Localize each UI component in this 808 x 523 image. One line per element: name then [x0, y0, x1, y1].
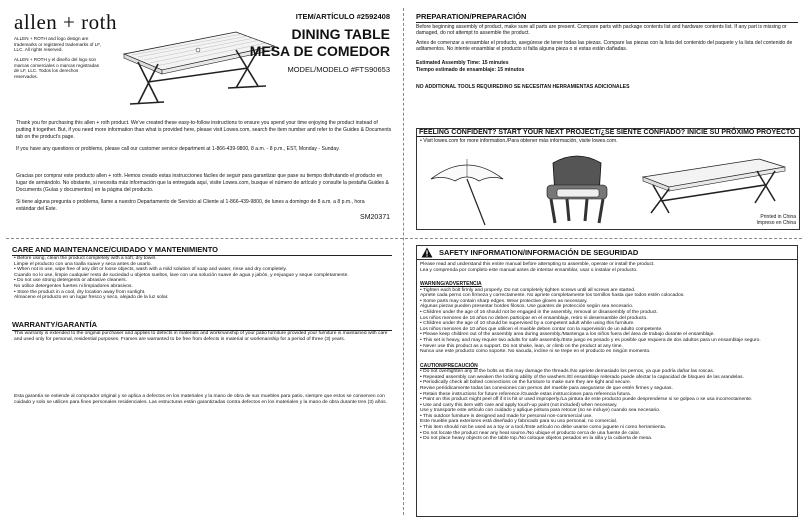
caution-item: Este mueble para exteriores está diseñado y fabricado para su uso personal, no comercial. — [420, 419, 618, 425]
intro-thanks-es: Gracias por comprar este producto allen + roth. Hemos creado estas instrucciones fáciles de seguir para garantizar que pase su tiempo disfrutando el producto en lugar de armándolo. No obstante, si necesita más información que la entregada aquí, visite Lowes.com, busque el número de artículo y consulte la pestaña Guides & Documents (Guías y documentos) en la página del producto. — [16, 173, 389, 193]
trademark-note-en: ALLEN + ROTH and logo design are trademarks or registered trademarks of LF, LLC. All rights reserved. — [14, 36, 101, 53]
warning-item: Nunca use este producto como soporte. No sacuda, incline ni se trepe en el producto en ningún momento. — [420, 349, 651, 355]
caution-item: • This outdoor furniture is designed and made for personal non-commercial use. — [420, 413, 593, 419]
product-title-en: DINING TABLE — [291, 26, 390, 42]
warning-item: Algunas piezas pueden presentar bordes filosos. Use guantes de protección según sea necesario. — [420, 304, 634, 310]
next-project-box — [416, 128, 800, 230]
model-number: MODEL/MODELO #FTS90653 — [287, 65, 390, 74]
visit-lowes-note: • Visit lowes.com for more information./Para obtener más información, visite lowes.com. — [420, 138, 618, 144]
safety-intro-en: Please read and understand this entire manual before attempting to assemble, operate or install the product. — [420, 262, 655, 267]
caution-item: • Do not overtighten any of the bolts as this may damage the threads./No apriete demasiado los pernos, ya que podría dañar las roscas. — [420, 369, 715, 375]
assembly-time-es: Tiempo estimado de ensamblaje: 15 minutos — [416, 67, 525, 73]
warning-item: • Some parts may contain sharp edges. Wear protective gloves as necessary. — [420, 298, 588, 304]
item-number: ITEM/ARTÍCULO #2592408 — [295, 12, 390, 21]
caution-item: • Use and carry this item with care and apply touch-up paint (not included) when necessary. — [420, 402, 618, 408]
warranty-heading: WARRANTY/GARANTÍA — [12, 320, 392, 331]
warning-item: Los niños menores de 16 años no deben participar en el ensamblaje, retiro ni desensamble del producto. — [420, 315, 648, 321]
document-code: SM20371 — [360, 214, 390, 221]
caution-item: • Retain these instructions for future reference./Guarde estas instrucciones para referencia futura. — [420, 391, 632, 397]
caution-item: • Do not locate the product near any heat source./No ubique el producto cerca de una fuente de calor. — [420, 430, 641, 436]
printed-in-china — [757, 214, 796, 226]
intro-questions-es: Si tiene alguna pregunta o problema, llame a nuestro Departamento de Servicio al Cliente al 1-866-439-9800, de lunes a domingo de 8 a.m. a 8 p.m., hora estándar del Este. — [16, 199, 365, 212]
safety-intro-es: Lea y comprenda por completo este manual antes de intentar ensamblar, usar o instalar el producto. — [420, 267, 638, 273]
care-item: Limpie el producto con una toalla suave y seca antes de usarlo. — [14, 261, 152, 267]
printed-es: Impreso en China — [756, 220, 796, 226]
caution-item: Use y transporte este artículo con cuidado y aplique pintura para retocar (no se incluye) cuando sea necesario. — [420, 408, 661, 414]
care-item: Cuando no lo use, limpie cualquier resto de suciedad u objetos sueltos, lave con una solución suave de agua y jabón, y enjuague y seque completamente. — [14, 272, 349, 278]
printed-en: Printed in China — [760, 214, 796, 220]
vertical-fold-line — [403, 8, 404, 515]
care-item: • Before using, clean the product completely with a soft, dry towel. — [14, 256, 157, 261]
care-item: • Store the product in a cool, dry location away from sunlight. — [14, 289, 146, 295]
caution-item: • Periodically check all bolted connections on the furniture to make sure they are tight and secure. — [420, 380, 632, 386]
care-heading: CARE AND MAINTENANCE/CUIDADO Y MANTENIMIENTO — [12, 245, 392, 256]
warning-item: • Children under the age of 10 should be supervised by a competent adult while using this furniture. — [420, 321, 635, 327]
patio-bench-illustration — [639, 157, 789, 217]
safety-heading: SAFETY INFORMATION/INFORMACIÓN DE SEGURIDAD — [439, 248, 639, 257]
no-tools-note: NO ADDITIONAL TOOLS REQUIREDINO SE NECESITAN HERRAMIENTAS ADICIONALES — [416, 84, 630, 90]
intro-questions-en: If you have any questions or problems, please call our customer service department at 1-866-439-9800, 8 a.m. - 8 p.m., EST, Monday - Sunday. — [16, 146, 340, 152]
warning-item: • Tighten each bolt firmly and properly. Do not completely tighten screws until all screws are started. — [420, 287, 636, 293]
caution-item: • Repeated assembly can weaken the locking ability of the washers./El ensamblaje reiterado puede afectar la capacidad de bloqueo de las arandelas. — [420, 374, 744, 380]
wicker-chair-illustration — [537, 149, 617, 227]
care-item: • Do not use strong detergents or abrasive cleaners. — [14, 278, 127, 284]
warning-item: • Never use this product as a support. Do not shake, lean, or climb on the product at any time. — [420, 343, 623, 349]
warning-item: • Please keep children out of the assembly area during assembly./Mantenga a los niños fuera del área de trabajo durante el ensamblaje. — [420, 332, 715, 338]
preparation-text-en: Before beginning assembly of product, make sure all parts are present. Compare parts with package contents list and hardware contents list. If any part is missing or damaged, do not attempt to assemble the product. — [416, 24, 787, 37]
warning-triangle-icon — [421, 247, 433, 258]
safety-box — [416, 245, 798, 517]
care-list — [14, 256, 394, 301]
patio-umbrella-illustration — [427, 149, 507, 227]
caution-list — [420, 369, 794, 442]
care-item: • When not in use, wipe free of any dirt or loose objects, wash with a mild solution of soap and water, rinse and dry completely. — [14, 267, 287, 273]
preparation-heading: PREPARATION/PREPARACIÓN — [416, 12, 798, 23]
warning-list — [420, 288, 794, 355]
preparation-text-es: Antes de comenzar a ensamblar el producto, asegúrese de tener todas las piezas. Compare las piezas con la lista del contenido del paquete y la lista del contenido de aditamentos. No intente ensamblar el producto si falta alguna pieza o si estas están dañadas. — [416, 40, 793, 53]
caution-heading: CAUTION/PRECAUCIÓN — [420, 362, 478, 369]
care-item: Almacene el producto en un lugar fresco y seco, alejado de la luz solar. — [14, 295, 169, 301]
warranty-text-es: Esta garantía se extiende al comprador original y se aplica a defectos en los materiales y la mano de obra de sus muebles para patio, siempre que estos se conserven con cuidado y solo se utilicen para fines personales residenciales. Las estructuras están garantizadas contra defectos en los materiales y la mano de obra durante tres (3) años. — [14, 394, 387, 406]
trademark-note-es: ALLEN + ROTH y el diseño del logo son marcas comerciales o marcas registradas de LF, LLC. Todos los derechos reservados. — [14, 57, 100, 79]
brand-logo: allen + roth — [14, 10, 117, 34]
safety-header — [417, 246, 797, 260]
warranty-text-en: This warranty is extended to the original purchaser and applies to defects in materials and workmanship of your patio furniture provided your furniture is maintained with care and used only for personal, residential purposes. Frames are warranted to be free from defects in material or workmanship for a period of three (3) years. — [14, 331, 388, 343]
care-item: No utilice detergentes fuertes ni limpiadores abrasivos. — [14, 283, 133, 289]
warning-item: Los niños menores de 10 años que utilicen el mueble deben contar con la supervisión de un adulto competente. — [420, 326, 663, 332]
horizontal-fold-line — [6, 238, 802, 239]
product-title-es: MESA DE COMEDOR — [249, 43, 390, 59]
dining-table-illustration — [118, 24, 278, 112]
intro-thanks-en: Thank you for purchasing this allen + roth product. We've created these easy-to-follow instructions to ensure you spend your time enjoying the product instead of putting it together. But, if you need more information than what is provided here, please visit Lowes.com, search the item number and refer to the Guides & Documents tab on the product's page. — [16, 120, 392, 140]
warning-heading: WARNING/ADVERTENCIA — [420, 281, 482, 288]
next-project-heading: FEELING CONFIDENT? START YOUR NEXT PROJECT/¿SE SIENTE CONFIADO? INICIE SU PRÓXIMO PROYECTO — [417, 129, 799, 137]
caution-item: • Do not place heavy objects on the table top./No coloque objetos pesados en la silla y la cubierta de mesa. — [420, 436, 653, 442]
assembly-time-en: Estimated Assembly Time: 15 minutes — [416, 60, 509, 66]
safety-frame — [416, 245, 798, 517]
caution-item: • Paint on this product might peel off if it is hit or used improperly./La pintura de este producto puede desprenderse si se golpea o se usa incorrectamente. — [420, 397, 753, 403]
caution-item: • This item should not be used as a toy or a tool./Este artículo no debe usarse como juguete ni como herramienta. — [420, 425, 667, 431]
warning-item: • Children under the age of 16 should not be engaged in the assembly, removal or disassembly of the product. — [420, 309, 658, 315]
warning-item: Apriete cada perno con firmeza y correctamente. No apriete completamente los tornillos hasta que todos estén colocados. — [420, 293, 685, 299]
caution-item: Revise periódicamente todas las conexiones con pernos del mueble para asegurarse de que estén firmes y seguras. — [420, 385, 673, 391]
safety-body — [417, 260, 797, 442]
warning-item: • This set is heavy, and may require two adults for safe assembly./Este juego es pesado y es posible que requiera de dos adultos para un ensamblaje seguro. — [420, 337, 761, 343]
